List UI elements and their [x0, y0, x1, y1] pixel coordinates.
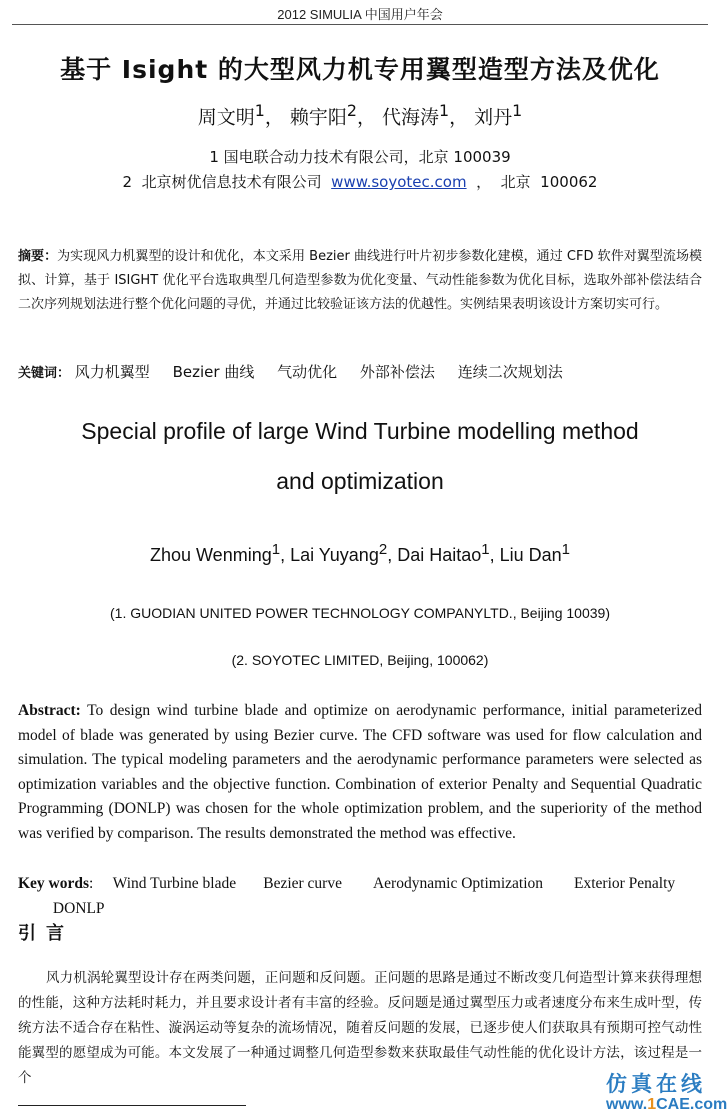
logo-site-prefix: www. — [606, 1096, 648, 1113]
running-header: 2012 SIMULIA 中国用户年会 — [277, 7, 443, 22]
keyword-en: Aerodynamic Optimization — [372, 875, 544, 892]
author-cn-sup: 2 — [346, 101, 357, 120]
abstract-en-label: Abstract: — [18, 702, 81, 719]
keywords-cn-label: 关键词： — [18, 366, 71, 381]
author-en-name: Lai Yuyang — [290, 545, 379, 565]
abstract-cn-label: 摘要： — [18, 249, 58, 264]
keywords-chinese — [18, 361, 702, 382]
affiliation-cn-1: 1 国电联合动力技术有限公司，北京 100039 — [209, 148, 511, 166]
footnote-rule — [18, 1105, 246, 1106]
author-en-sup: 2 — [378, 541, 388, 558]
authors-chinese: 周文明$^1$， 赖宇阳$^2$， 代海涛$^1$， 刘丹$^1$ — [197, 101, 523, 129]
logo-site-one: 1 — [647, 1096, 657, 1113]
author-cn-name: 代海涛 — [382, 106, 440, 129]
author-en-name: Dai Haitao — [397, 545, 482, 565]
keyword-cn: 风力机翼型 — [74, 363, 150, 381]
abstract-chinese — [18, 245, 702, 317]
author-en-name: Zhou Wenming — [149, 545, 272, 565]
website-link[interactable]: www.soyotec.com — [331, 173, 467, 191]
keyword-en: Exterior Penalty — [574, 875, 676, 892]
introduction-paragraph: 风力机涡轮翼型设计存在两类问题，正问题和反问题。正问题的思路是通过不断改变几何造型计算来获得理想的性能，这种方法耗时耗力，并且要求设计者有丰富的经验。反问题是通过翼型压力或者速度分布来生成叶型，传统方法不适合存在粘性、漩涡运动等复杂的流场情况，随着反问题的发展，已逐步使人们获取具有预期可控气动性能翼型的愿望成为可能。本文发展了一种通过调整几何造型参数来获取最佳气动性能的优化设计方法，该过程是一个 — [18, 970, 702, 1086]
keyword-cn: 连续二次规划法 — [457, 363, 563, 381]
logo-site-suffix: CAE.com — [656, 1096, 727, 1113]
title-english-line-1: Special profile of large Wind Turbine modelling method — [81, 418, 639, 444]
author-cn-sup: 1 — [254, 101, 265, 120]
title-chinese: 基于 Isight 的大型风力机专用翼型造型方法及优化 — [60, 55, 660, 84]
logo-site — [606, 1096, 727, 1114]
title-english-line-2: and optimization — [276, 468, 444, 494]
author-en-sup: 1 — [561, 541, 570, 558]
author-cn-sup: 1 — [512, 101, 523, 120]
affiliation-cn-2 — [0, 171, 720, 192]
logo-text: 仿真在线 — [606, 1071, 706, 1096]
authors-english: Zhou Wenming$^1$, Lai Yuyang$^2$, Dai Haitao$^1$, Liu Dan$^1$ — [149, 541, 570, 565]
author-cn-name: 刘丹 — [474, 106, 513, 129]
abstract-cn-text: 为实现风力机翼型的设计和优化，本文采用 Bezier 曲线进行叶片初步参数化建模，通过 CFD 软件对翼型流场模拟、计算，基于 ISIGHT 优化平台选取典型几何造型参数为优化变量、气动性能参数为优化目标，选取外部补偿法结合二次序列规划法进行整个优化问题的寻优，并通过比较验证该方法的优越性。实例结果表明该设计方案切实可行。 — [18, 249, 702, 312]
author-en-name: Liu Dan — [499, 545, 562, 565]
keywords-en-label: Key words — [18, 875, 90, 892]
author-cn-sup: 1 — [439, 101, 450, 120]
keyword-cn: 气动优化 — [277, 363, 338, 381]
affiliation-cn-2-suffix: ， 北京 100062 — [466, 173, 598, 191]
keyword-en: Bezier curve — [263, 875, 342, 892]
header-rule — [12, 24, 708, 25]
keyword-en: Wind Turbine blade — [112, 875, 237, 892]
abstract-english — [18, 699, 702, 847]
keywords-english: Key words: Wind Turbine blade Bezier curve Aerodynamic Optimization Exterior Penalty DONLP — [18, 871, 702, 921]
keyword-cn: Bezier 曲线 — [172, 363, 255, 381]
site-logo — [606, 1068, 727, 1113]
author-en-sup: 1 — [271, 541, 281, 558]
abstract-en-text: To design wind turbine blade and optimize on aerodynamic performance, initial parameterized model of blade was generated by using Bezier curve. The CFD software was used for flow calculation and simulation. The typical modeling parameters and the aerodynamic performance parameters were selected as optimization variables and the objective function. Combination of exterior Penalty and Sequential Quadratic Programming (DONLP) was chosen for the whole optimization problem, and the superiority of the method was verified by comparison. The results demonstrated the method was effective. — [18, 702, 702, 842]
affiliation-en-1: (1. GUODIAN UNITED POWER TECHNOLOGY COMPANYLTD., Beijing 10039) — [110, 605, 610, 621]
author-en-sup: 1 — [481, 541, 490, 558]
keyword-en: DONLP — [52, 900, 105, 917]
keyword-cn: 外部补偿法 — [359, 363, 435, 381]
section-heading-introduction: 引言 — [18, 923, 74, 944]
author-cn-name: 周文明 — [197, 106, 255, 129]
affiliation-cn-2-prefix: 2 北京树优信息技术有限公司 — [122, 173, 332, 191]
affiliation-en-2: (2. SOYOTEC LIMITED, Beijing, 100062) — [231, 652, 489, 668]
author-cn-name: 赖宇阳 — [289, 106, 347, 129]
